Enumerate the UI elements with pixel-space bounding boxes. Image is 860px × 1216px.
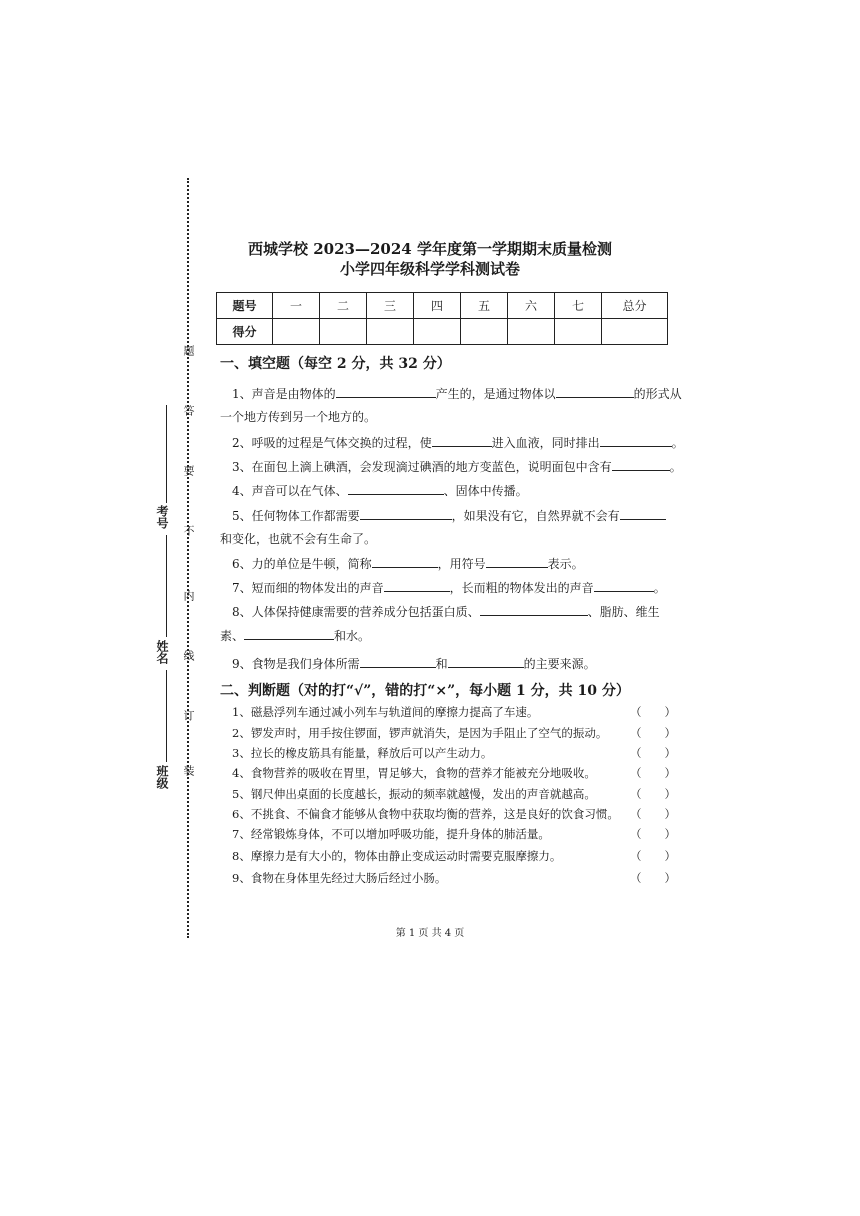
paren-open: （ <box>630 871 642 885</box>
exam-number-label: 考号 <box>155 505 169 529</box>
score-cell[interactable] <box>367 319 414 345</box>
answer-parentheses[interactable] <box>630 765 676 781</box>
student-name-label: 姓名 <box>155 640 169 664</box>
judge-item: 8、摩擦力是有大小的，物体由静止变成运动时需要克服摩擦力。 <box>232 849 562 863</box>
score-row-label: 得分 <box>217 319 273 345</box>
judge-item: 3、拉长的橡皮筋具有能量，释放后可以产生动力。 <box>232 746 493 760</box>
exam-number-line <box>166 405 167 503</box>
score-cell[interactable] <box>414 319 461 345</box>
score-cell[interactable] <box>320 319 367 345</box>
score-header-cell: 四 <box>414 293 461 319</box>
score-header-cell: 七 <box>555 293 602 319</box>
answer-parentheses[interactable] <box>630 806 676 822</box>
answer-blank[interactable] <box>486 556 548 568</box>
answer-blank[interactable] <box>360 508 452 520</box>
answer-blank[interactable] <box>448 656 524 668</box>
binding-dotted-line <box>187 178 189 938</box>
score-table <box>216 292 668 345</box>
paren-open: （ <box>630 746 642 760</box>
answer-blank[interactable] <box>372 556 438 568</box>
score-header-cell: 一 <box>273 293 320 319</box>
score-header-cell: 五 <box>461 293 508 319</box>
score-table-header-row <box>217 293 668 319</box>
paren-close: ） <box>664 871 676 885</box>
paren-close: ） <box>664 726 676 740</box>
question-1-cont: 一个地方传到另一个地方的。 <box>220 410 377 424</box>
class-label: 班级 <box>155 765 169 789</box>
page-number: 第 1 页 共 4 页 <box>395 928 465 939</box>
answer-blank[interactable] <box>612 459 670 471</box>
score-cell[interactable] <box>602 319 668 345</box>
class-line <box>166 670 167 762</box>
question-4: 4、声音可以在气体、 、固体中传播。 <box>232 484 528 498</box>
answer-blank[interactable] <box>480 604 588 616</box>
binding-char: 装 <box>182 765 195 776</box>
paren-close: ） <box>664 827 676 841</box>
answer-blank[interactable] <box>384 580 450 592</box>
answer-parentheses[interactable] <box>630 704 676 720</box>
paren-close: ） <box>664 787 676 801</box>
question-7: 7、短而细的物体发出的声音 ，长而粗的物体发出的声音 。 <box>232 581 666 595</box>
exam-title: 西城学校 2023—2024 学年度第一学期期末质量检测 <box>248 240 612 258</box>
question-5-cont: 和变化，也就不会有生命了。 <box>220 532 377 546</box>
paren-open: （ <box>630 827 642 841</box>
answer-parentheses[interactable] <box>630 725 676 741</box>
judge-item: 1、磁悬浮列车通过减小列车与轨道间的摩擦力提高了车速。 <box>232 705 539 719</box>
answer-parentheses[interactable] <box>630 870 676 886</box>
question-6: 6、力的单位是牛顿，简称 ，用符号 表示。 <box>232 557 584 571</box>
paren-open: （ <box>630 705 642 719</box>
student-name-line <box>166 535 167 637</box>
paren-close: ） <box>664 746 676 760</box>
score-cell[interactable] <box>461 319 508 345</box>
answer-parentheses[interactable] <box>630 848 676 864</box>
answer-blank[interactable] <box>244 628 334 640</box>
question-5: 5、任何物体工作都需要 ，如果没有它，自然界就不会有 <box>232 508 666 523</box>
paren-close: ） <box>664 766 676 780</box>
answer-parentheses[interactable] <box>630 745 676 761</box>
answer-blank[interactable] <box>348 483 444 495</box>
score-header-cell: 六 <box>508 293 555 319</box>
question-2: 2、呼吸的过程是气体交换的过程，使 进入血液，同时排出 。 <box>232 436 684 450</box>
question-1: 1、声音是由物体的 产生的，是通过物体以 的形式从 <box>232 387 682 401</box>
score-header-cell: 题号 <box>217 293 273 319</box>
question-8: 8、人体保持健康需要的营养成分包括蛋白质、 、脂肪、维生 <box>232 605 660 619</box>
paren-open: （ <box>630 726 642 740</box>
binding-char: 答 <box>182 405 195 416</box>
judge-item: 2、锣发声时，用手按住锣面，锣声就消失，是因为手阻止了空气的振动。 <box>232 726 608 740</box>
binding-char: 订 <box>182 710 195 721</box>
binding-char: 线 <box>182 650 195 661</box>
paren-close: ） <box>664 807 676 821</box>
score-table-score-row <box>217 319 668 345</box>
answer-blank[interactable] <box>432 435 492 447</box>
binding-char: 内 <box>182 590 195 601</box>
judge-item: 7、经常锻炼身体，不可以增加呼吸功能，提升身体的肺活量。 <box>232 827 550 841</box>
binding-char: 要 <box>182 465 195 476</box>
score-cell[interactable] <box>555 319 602 345</box>
judge-item: 5、钢尺伸出桌面的长度越长，振动的频率就越慢，发出的声音就越高。 <box>232 787 596 801</box>
paren-open: （ <box>630 787 642 801</box>
score-cell[interactable] <box>273 319 320 345</box>
judge-item: 6、不挑食、不偏食才能够从食物中获取均衡的营养，这是良好的饮食习惯。 <box>232 807 619 821</box>
binding-char: 不 <box>182 525 195 536</box>
answer-blank[interactable] <box>336 386 436 398</box>
answer-blank[interactable] <box>360 656 436 668</box>
score-cell[interactable] <box>508 319 555 345</box>
question-3: 3、在面包上滴上碘酒，会发现滴过碘酒的地方变蓝色，说明面包中含有 。 <box>232 460 682 474</box>
answer-parentheses[interactable] <box>630 826 676 842</box>
answer-blank[interactable] <box>556 386 634 398</box>
score-header-cell: 二 <box>320 293 367 319</box>
section-judge-title: 二、判断题（对的打“√”，错的打“×”，每小题 1 分，共 10 分） <box>220 683 630 699</box>
answer-blank[interactable] <box>620 508 666 520</box>
paren-open: （ <box>630 766 642 780</box>
exam-subtitle: 小学四年级科学学科测试卷 <box>339 260 520 278</box>
answer-parentheses[interactable] <box>630 786 676 802</box>
score-header-cell: 三 <box>367 293 414 319</box>
judge-item: 9、食物在身体里先经过大肠后经过小肠。 <box>232 871 447 885</box>
paren-open: （ <box>630 849 642 863</box>
paren-close: ） <box>664 849 676 863</box>
answer-blank[interactable] <box>600 435 672 447</box>
section-fill-blank-title: 一、填空题（每空 2 分，共 32 分） <box>220 356 451 372</box>
paren-open: （ <box>630 807 642 821</box>
question-8-cont: 素、 和水。 <box>220 629 371 643</box>
answer-blank[interactable] <box>594 580 654 592</box>
judge-item: 4、食物营养的吸收在胃里，胃足够大，食物的营养才能被充分地吸收。 <box>232 766 596 780</box>
question-9: 9、食物是我们身体所需 和 的主要来源。 <box>232 657 596 671</box>
paren-close: ） <box>664 705 676 719</box>
binding-char: 题 <box>182 345 195 356</box>
score-header-cell: 总分 <box>602 293 668 319</box>
